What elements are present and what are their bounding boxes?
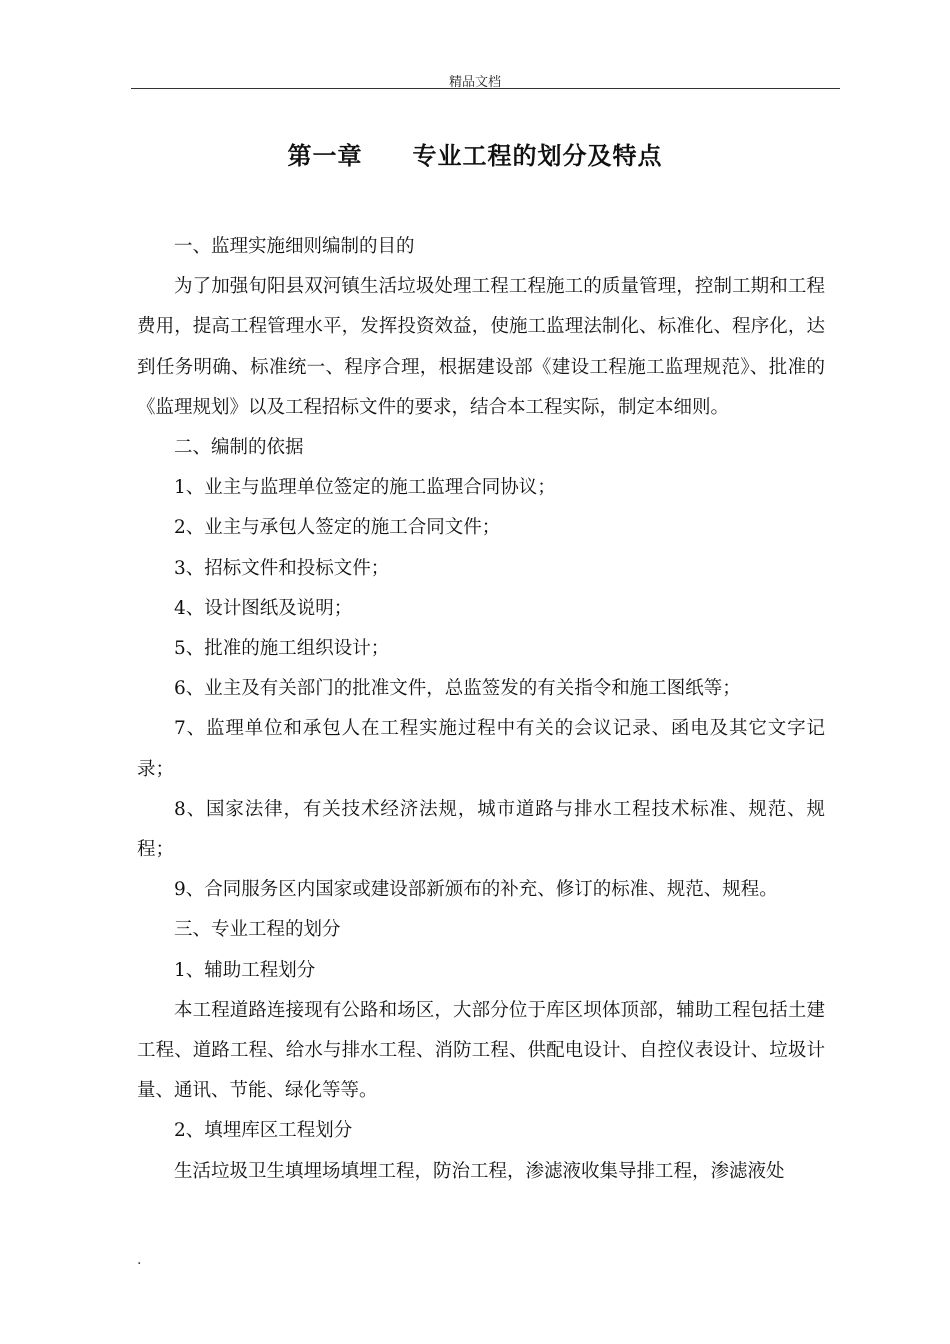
list-item: 4、设计图纸及说明； xyxy=(174,597,353,619)
body-paragraph: 本工程道路连接现有公路和场区，大部分位于库区坝体顶部，辅助工程包括土建工程、道路工程、给水与排水工程、消防工程、供配电设计、自控仪表设计、垃圾计量、通讯、节能、绿化等等。 xyxy=(137,999,825,1102)
subsection-heading: 2、填埋库区工程划分 xyxy=(174,1120,353,1142)
list-item: 9、合同服务区内国家或建设部新颁布的补充、修订的标准、规范、规程。 xyxy=(174,879,778,901)
body-paragraph: 生活垃圾卫生填埋场填埋工程，防治工程，渗滤液收集导排工程，渗滤液处 xyxy=(174,1160,785,1182)
list-item: 1、业主与监理单位签定的施工监理合同协议； xyxy=(174,477,556,499)
page-header: 精品文档 xyxy=(448,75,501,90)
body-paragraph: 为了加强旬阳县双河镇生活垃圾处理工程工程施工的质量管理，控制工期和工程费用，提高工程管理水平，发挥投资效益，使施工监理法制化、标准化、程序化，达到任务明确、标准统一、程序合理，根据建设部《建设工程施工监理规范》、批准的《监理规划》以及工程招标文件的要求，结合本工程实际，制定本细则。 xyxy=(137,276,825,418)
chapter-title: 第一章 专业工程的划分及特点 xyxy=(287,142,663,170)
section-heading: 二、编制的依据 xyxy=(174,437,304,459)
section-heading: 三、专业工程的划分 xyxy=(174,919,341,941)
section-heading: 一、监理实施细则编制的目的 xyxy=(174,236,415,257)
list-item: 3、招标文件和投标文件； xyxy=(174,557,390,579)
footer-mark: . xyxy=(137,1252,142,1268)
subsection-heading: 1、辅助工程划分 xyxy=(174,959,316,981)
list-item: 8、国家法律，有关技术经济法规，城市道路与排水工程技术标准、规范、规程； xyxy=(137,798,825,861)
list-item: 7、监理单位和承包人在工程实施过程中有关的会议记录、函电及其它文字记录； xyxy=(137,718,825,780)
list-item: 6、业主及有关部门的批准文件，总监签发的有关指令和施工图纸等； xyxy=(174,678,741,700)
list-item: 5、批准的施工组织设计； xyxy=(174,638,390,660)
document-body xyxy=(137,227,825,1192)
list-item: 2、业主与承包人签定的施工合同文件； xyxy=(174,517,501,539)
header-divider xyxy=(131,88,840,89)
